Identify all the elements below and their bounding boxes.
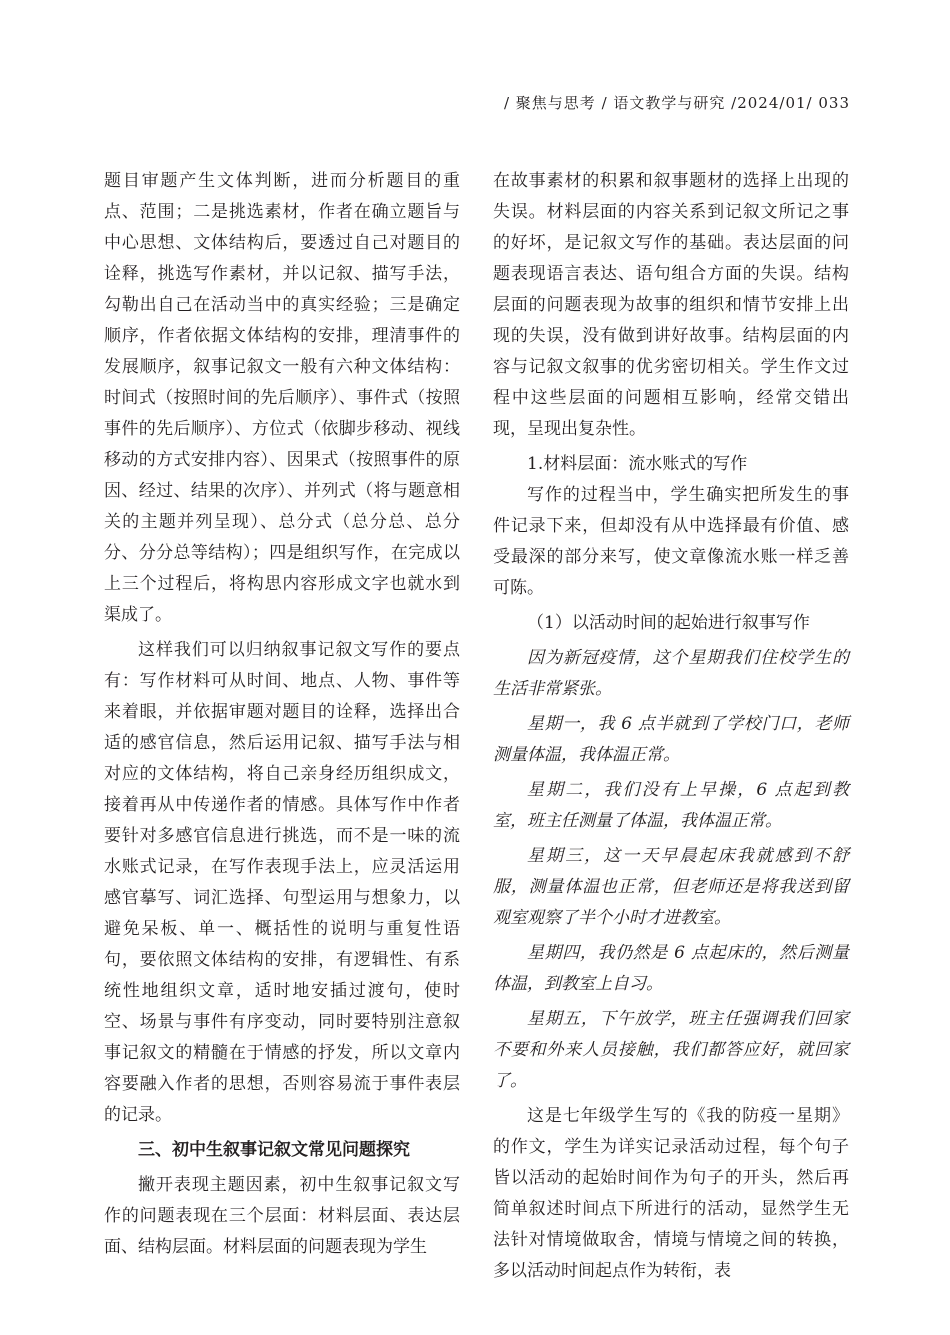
example-text: 因为新冠疫情，这个星期我们住校学生的生活非常紧张。	[493, 648, 849, 699]
section-heading: 三、初中生叙事记叙文常见问题探究	[138, 1140, 410, 1160]
subheading: （1）以活动时间的起始进行叙事写作	[527, 613, 810, 633]
paragraph: 写作的过程当中，学生确实把所发生的事件记录下来，但却没有从中选择最有价值、感受最深的部分来写，使文章像流水账一样乏善可陈。	[493, 485, 849, 598]
example-text: 星期四，我仍然是 6 点起床的，然后测量体温，到教室上自习。	[493, 943, 849, 994]
subheading: 1.材料层面：流水账式的写作	[527, 454, 748, 474]
example-text: 星期三，这一天早晨起床我就感到不舒服，测量体温也正常，但老师还是将我送到留观室观察了半个小时才进教室。	[493, 846, 849, 928]
paragraph: 这样我们可以归纳叙事记叙文写作的要点有：写作材料可从时间、地点、人物、事件等来着眼，并依据审题对题目的诠释，选择出合适的感官信息，然后运用记叙、描写手法与相对应的文体结构，将自己亲身经历组织成文，接着再从中传递作者的情感。具体写作中作者要针对多感官信息进行挑选，而不是一味的流水账式记录，在写作表现手法上，应灵活运用感官摹写、词汇选择、句型运用与想象力，以避免呆板、单一、概括性的说明与重复性语句，要依照文体结构的安排，有逻辑性、有系统性地组织文章，适时地安插过渡句，使时空、场景与事件有序变动，同时要特别注意叙事记叙文的精髓在于情感的抒发，所以文章内容要融入作者的思想，否则容易流于事件表层的记录。	[104, 640, 460, 1125]
paragraph: 这是七年级学生写的《我的防疫一星期》的作文，学生为详实记录活动过程，每个句子皆以活动的起始时间作为句子的开头，然后再简单叙述时间点下所进行的活动，显然学生无法针对情境做取舍，情境与情境之间的转换，多以活动时间起点作为转衔，表	[493, 1106, 849, 1281]
left-column	[104, 166, 460, 1263]
example-text: 星期一，我 6 点半就到了学校门口，老师测量体温，我体温正常。	[493, 714, 849, 765]
paragraph: 撇开表现主题因素，初中生叙事记叙文写作的问题表现在三个层面：材料层面、表达层面、结构层面。材料层面的问题表现为学生	[104, 1175, 460, 1257]
example-text: 星期二，我们没有上早操，6 点起到教室，班主任测量了体温，我体温正常。	[493, 780, 849, 831]
example-text: 星期五，下午放学，班主任强调我们回家不要和外来人员接触，我们都答应好，就回家了。	[493, 1009, 849, 1091]
right-column	[493, 166, 849, 1287]
running-header: / 聚焦与思考 / 语文教学与研究 /2024/01/ 033	[503, 94, 850, 112]
paragraph: 在故事素材的积累和叙事题材的选择上出现的失误。材料层面的内容关系到记叙文所记之事的好坏，是记叙文写作的基础。表达层面的问题表现语言表达、语句组合方面的失误。结构层面的问题表现为故事的组织和情节安排上出现的失误，没有做到讲好故事。结构层面的内容与记叙文叙事的优劣密切相关。学生作文过程中这些层面的问题相互影响，经常交错出现，呈现出复杂性。	[493, 171, 849, 439]
paragraph: 题目审题产生文体判断，进而分析题目的重点、范围；二是挑选素材，作者在确立题旨与中心思想、文体结构后，要透过自己对题目的诠释，挑选写作素材，并以记叙、描写手法，勾勒出自己在活动当中的真实经验；三是确定顺序，作者依据文体结构的安排，理清事件的发展顺序，叙事记叙文一般有六种文体结构：时间式（按照时间的先后顺序）、事件式（按照事件的先后顺序）、方位式（依脚步移动、视线移动的方式安排内容）、因果式（按照事件的原因、经过、结果的次序）、并列式（将与题意相关的主题并列呈现）、总分式（总分总、总分分、分分总等结构）；四是组织写作，在完成以上三个过程后，将构思内容形成文字也就水到渠成了。	[104, 171, 460, 625]
